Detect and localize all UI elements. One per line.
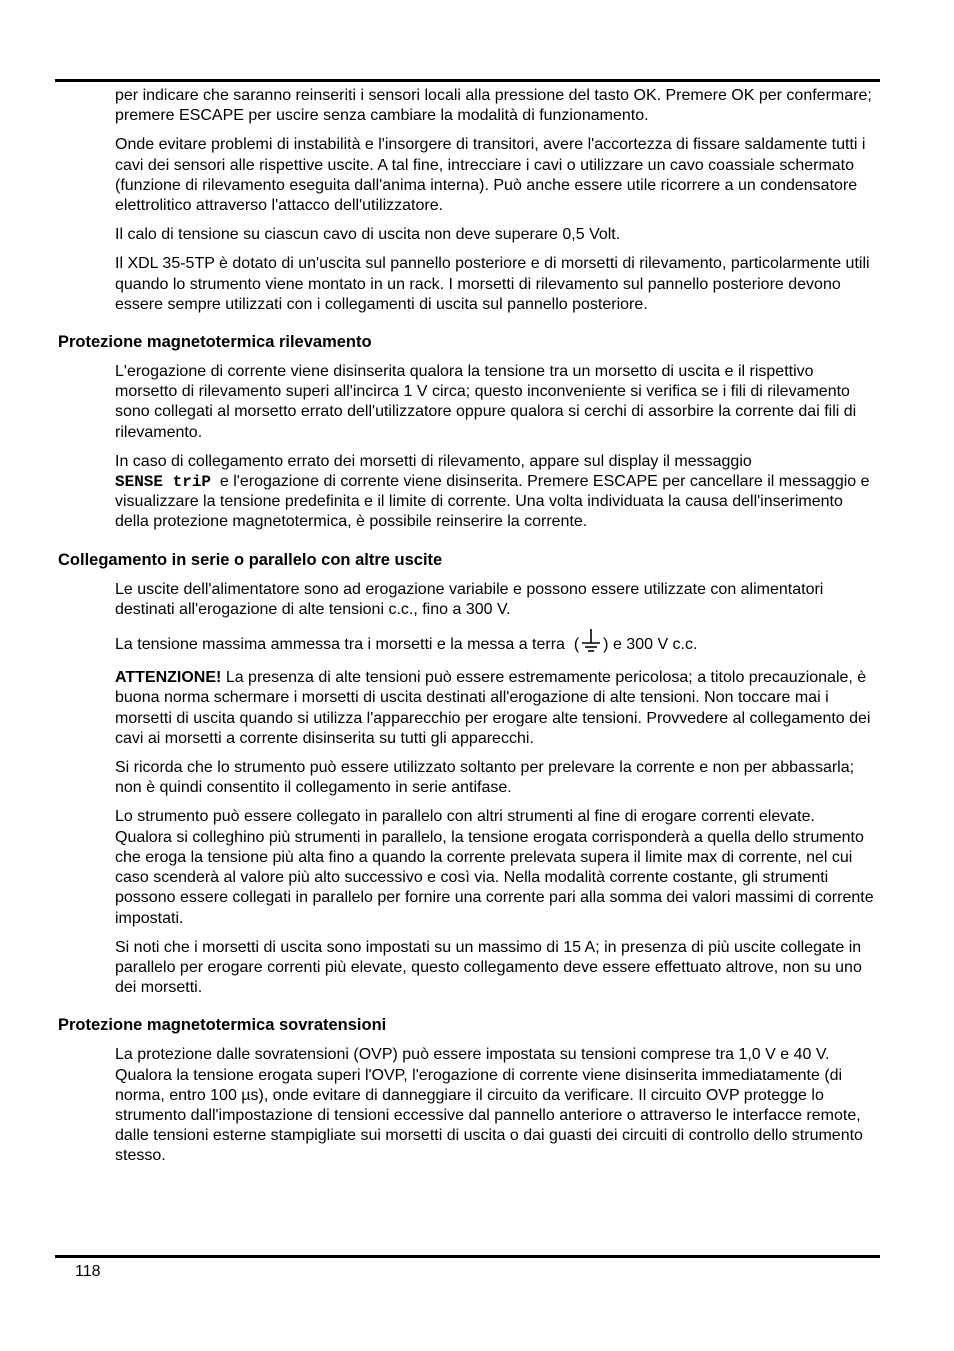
ovp-paragraph-1: La protezione dalle sovratensioni (OVP) può essere impostata su tensioni comprese tra 1,0 V e 40 V. Qualora la tensione erogata superi l'OVP, l'erogazione di corrente viene disinserita immediatamente (di norma, entro 100 µs), onde evitare di danneggiare il circuito da verificare. Il circuito OVP protegge lo strumento dall'impostazione di tensioni eccessive dal pannello anteriore o attraverso le interfacce remote, dalle tensioni esterne stampigliate sui morsetti di uscita o dai guasti dei circuiti di controllo dello strumento stesso.	[115, 1046, 863, 1165]
sense-text-after: e l'erogazione di corrente viene disinserita. Premere ESCAPE per cancellare il messaggio e visualizzare la tensione predefinita e il limite di corrente. Una volta individuata la causa dell'inserimento della protezione magnetotermica, è possibile reinserire la corrente.	[115, 473, 870, 531]
intro-paragraph-3: Il calo di tensione su ciascun cavo di uscita non deve superare 0,5 Volt.	[115, 226, 621, 244]
series-paragraph-4: Si ricorda che lo strumento può essere utilizzato soltanto per prelevare la corrente e non per abbassarla; non è quindi consentito il collegamento in serie antifase.	[115, 759, 855, 797]
intro-paragraph-4: Il XDL 35-5TP è dotato di un'uscita sul pannello posteriore e di morsetti di rilevamento, particolarmente utili quando lo strumento viene montato in un rack. I morsetti di rilevamento sul pannello posteriore devono essere sempre utilizzati con i collegamenti di uscita sul pannello posteriore.	[115, 255, 870, 313]
sense-paragraph-1: L'erogazione di corrente viene disinserita qualora la tensione tra un morsetto di uscita e il rispettivo morsetto di rilevamento superi all'incirca 1 V circa; questo inconveniente si verifica se i fili di rilevamento sono collegati al morsetto errato dell'utilizzatore oppure qualora si cerchi di assorbire la corrente dai fili di rilevamento.	[115, 363, 857, 441]
section-heading-series-parallel: Collegamento in serie o parallelo con altre uscite	[58, 550, 443, 569]
sense-text-before: In caso di collegamento errato dei morsetti di rilevamento, appare sul display il messaggio	[115, 452, 752, 470]
sense-trip-code: SENSE triP	[115, 473, 212, 492]
warning-paragraph	[115, 668, 875, 749]
section-heading-sense-trip: Protezione magnetotermica rilevamento	[58, 333, 372, 352]
ground-symbol-icon	[580, 629, 602, 659]
intro-paragraph-1: per indicare che saranno reinseriti i sensori locali alla pressione del tasto OK. Premere OK per confermare; premere ESCAPE per uscire senza cambiare la modalità di funzionamento.	[115, 87, 872, 125]
series-text-before: La tensione massima ammessa tra i morsetti e la messa a terra	[115, 636, 565, 654]
page-body	[0, 86, 954, 1176]
header-rule	[55, 79, 880, 82]
footer-rule	[55, 1255, 880, 1258]
series-paragraph-1: Le uscite dell'alimentatore sono ad erogazione variabile e possono essere utilizzate con alimentatori destinati all'erogazione di alte tensioni c.c., fino a 300 V.	[115, 580, 824, 618]
section-heading-ovp: Protezione magnetotermica sovratensioni	[58, 1016, 387, 1035]
series-paragraph-2: La tensione massima ammessa tra i morsetti e la messa a terra ( ) e 300 V c.c.	[115, 629, 875, 659]
series-paragraph-6: Si noti che i morsetti di uscita sono impostati su un massimo di 15 A; in presenza di più uscite collegate in parallelo per erogare correnti più elevate, questo collegamento deve essere effettuato altrove, non su uno dei morsetti.	[115, 938, 862, 997]
series-paragraph-5: Lo strumento può essere collegato in parallelo con altri strumenti al fine di erogare correnti elevate. Qualora si colleghino più strumenti in parallelo, la tensione erogata corrisponderà a quella dello strumento che eroga la tensione più alta fino a quando la corrente prelevata supera il limite max di corrente, nel cui caso scenderà al valore più alto successivo e così via. Nella modalità corrente costante, gli strumenti possono essere collegati in parallelo per fornire una corrente pari alla somma dei valori massimi di corrente impostati.	[115, 808, 874, 927]
page-number: 118	[75, 1263, 101, 1280]
intro-paragraph-2: Onde evitare problemi di instabilità e l'insorgere di transitori, avere l'accortezza di fissare saldamente tutti i cavi dei sensori alle rispettive uscite. A tal fine, intrecciare i cavi o utilizzare un cavo coassiale schermato (funzione di rilevamento eseguita dall'anima interna). Può anche essere utile ricorrere a un condensatore elettrolitico attraverso l'attacco dell'utilizzatore.	[115, 136, 866, 215]
warning-text: La presenza di alte tensioni può essere estremamente pericolosa; a titolo precauzionale, è buona norma schermare i morsetti di uscita destinati all'erogazione di alte tensioni. Non toccare mai i morsetti di uscita quando si utilizza l'apparecchio per erogare alte tensioni. Provvedere al collegamento dei cavi ai morsetti a corrente disinserita su tutti gli apparecchi.	[115, 669, 871, 747]
warning-label: ATTENZIONE!	[115, 669, 222, 687]
sense-paragraph-2	[115, 452, 875, 533]
series-text-after: e 300 V c.c.	[612, 636, 698, 654]
